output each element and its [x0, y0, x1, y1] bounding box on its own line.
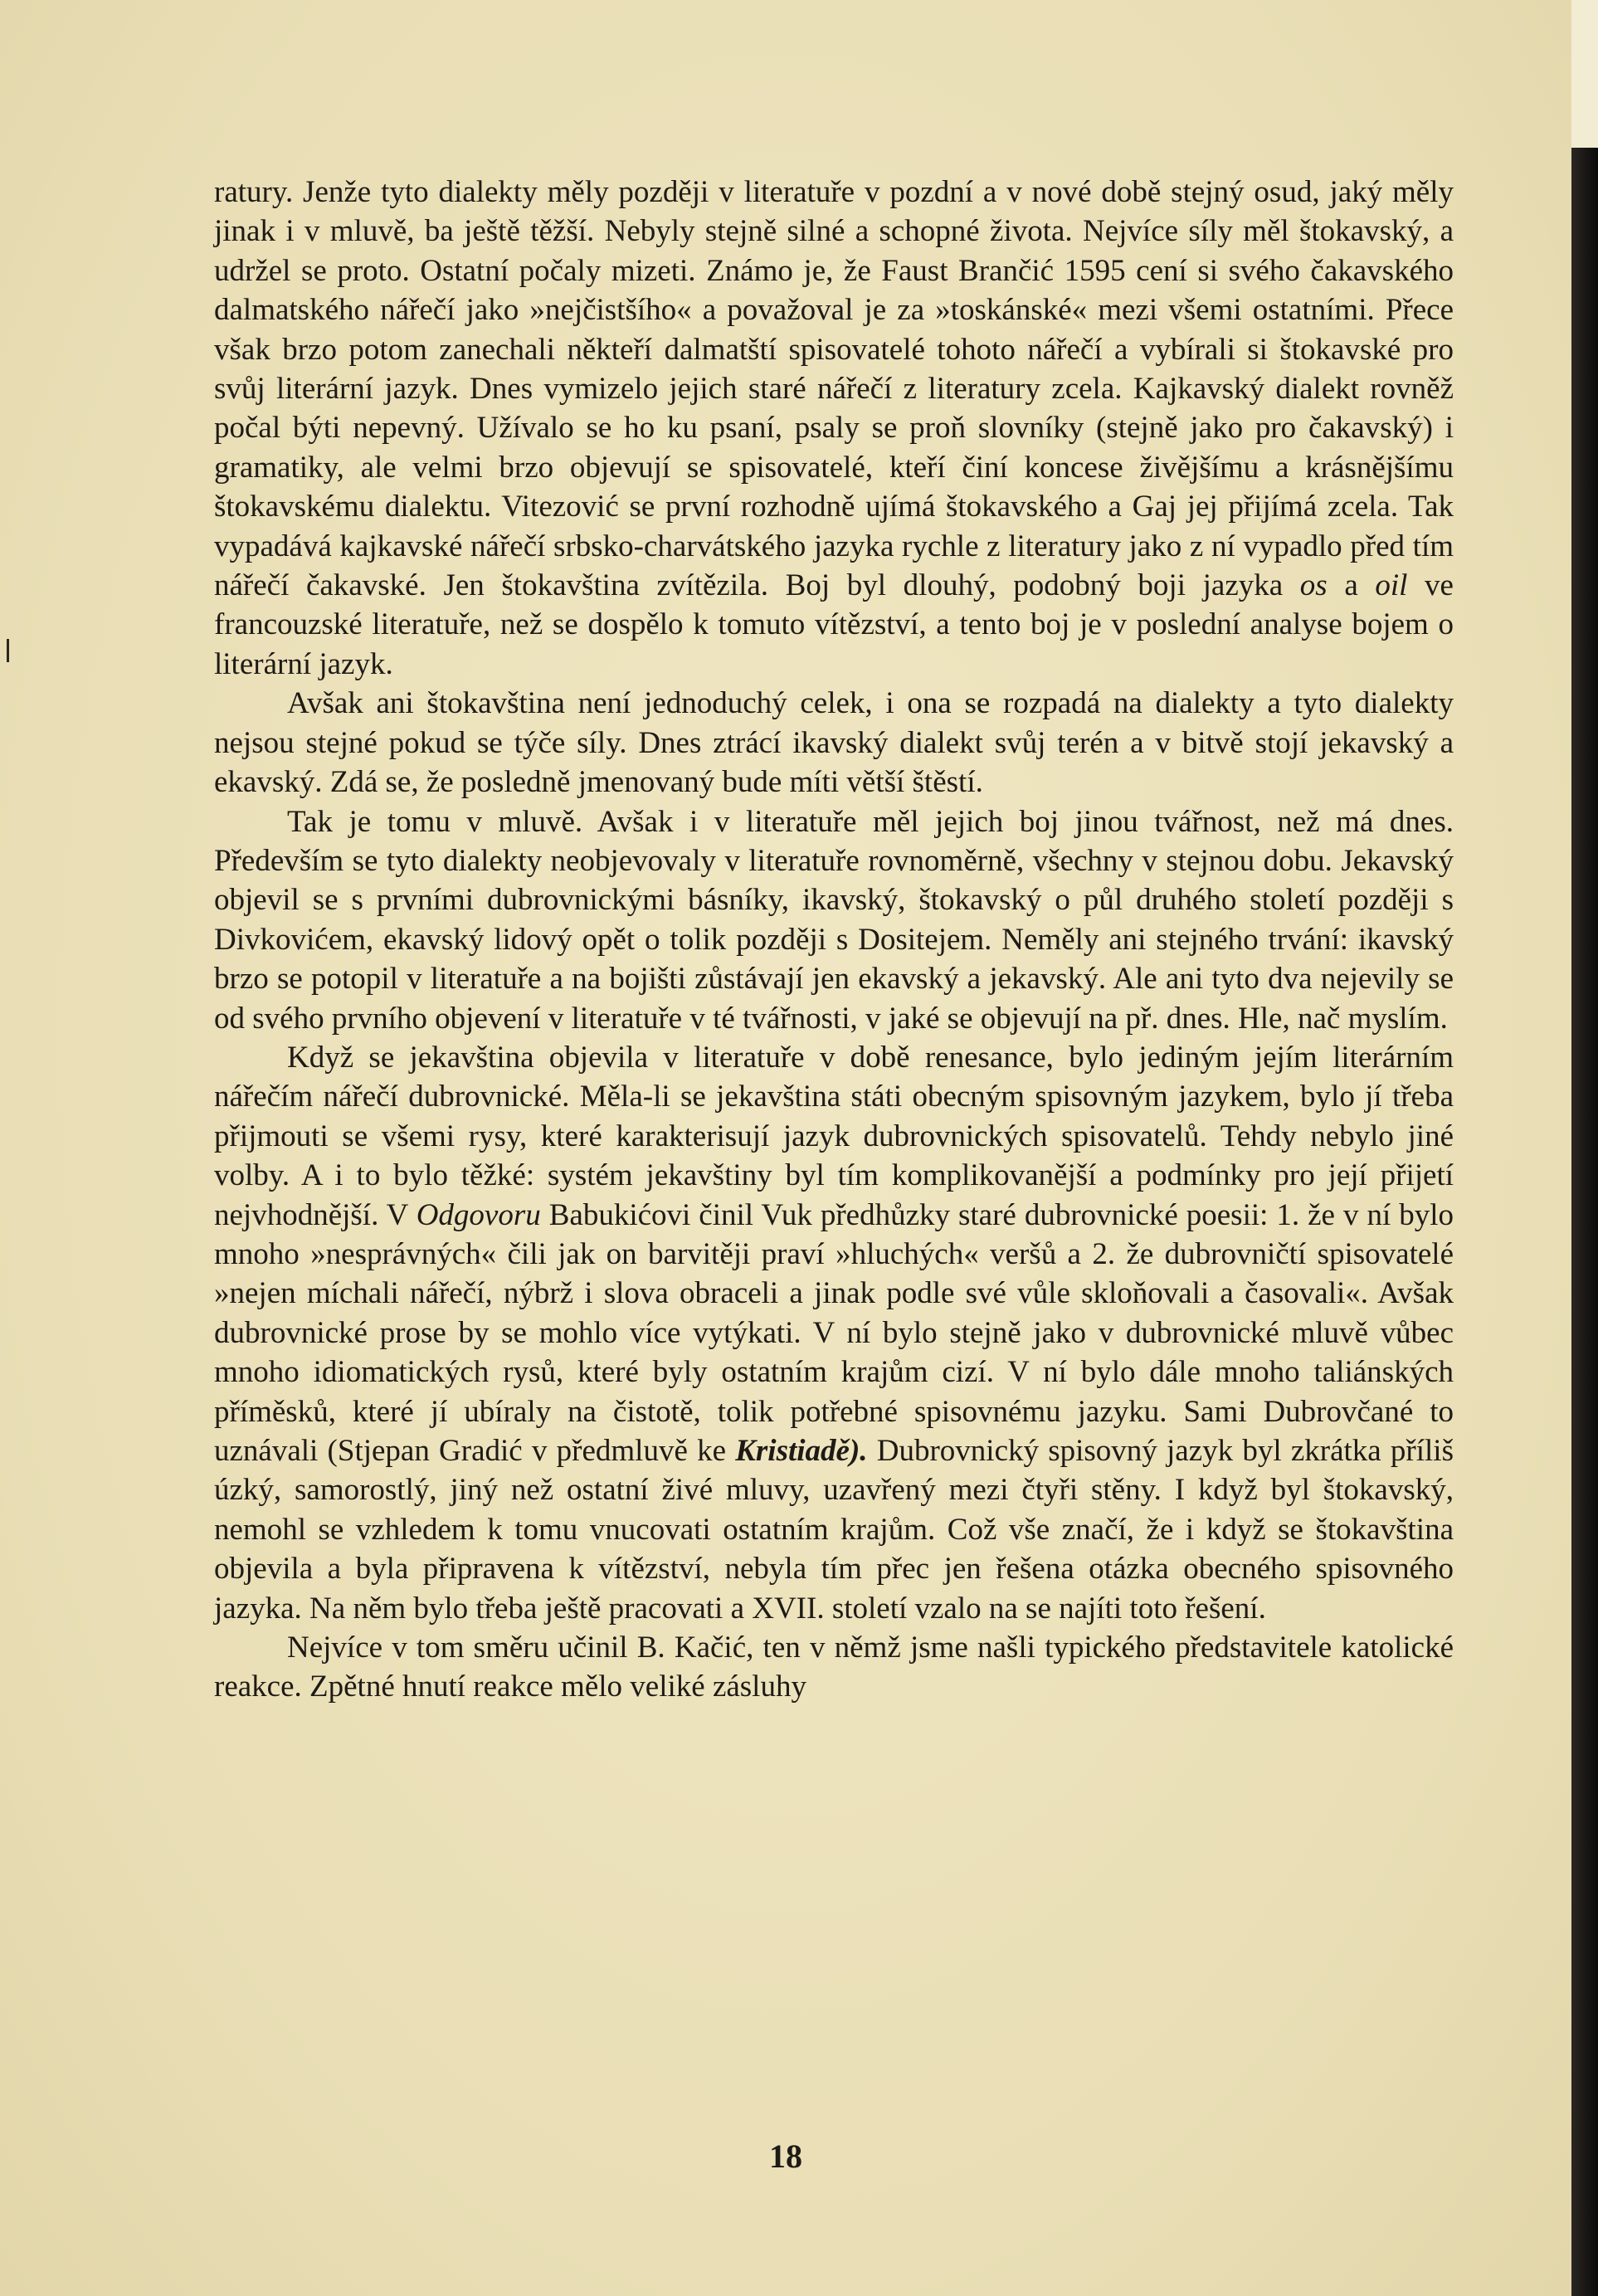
paragraph-2: Avšak ani štokavština není jednoduchý celek, i ona se rozpadá na dialekty a tyto dialekty nejsou stejné pokud se týče síly. Dnes ztrácí ikavský dialekt svůj terén a v bitvě stojí jekavský a ekavský. Zdá se, že posledně jmenovaný bude míti větší štěstí. [214, 686, 1454, 800]
scan-edge-band [1571, 0, 1598, 148]
paragraph-1-emphasis-oil: oil [1375, 568, 1408, 603]
paragraph-1-conjunction: a [1327, 568, 1376, 603]
paragraph-4-tail: Dubrovnický spisovný jazyk byl zkrátka příliš úzký, samorostlý, jiný než ostatní živé mluvy, uzavřený mezi čtyři stěny. I když byl štokavský, nemohl se vzhledem k tomu vnucovati ostatním krajům. Což vše značí, že i když se štokavština objevila a byla připravena k vítězství, nebyla tím přec jen řešena otázka obecného spisovného jazyka. Na něm bylo třeba ještě pracovati a XVII. století vzalo na se najíti toto řešení. [214, 1434, 1454, 1626]
paragraph-4-emphasis-odgovoru: Odgovoru [416, 1197, 541, 1232]
paragraph-4 [214, 1038, 1454, 1628]
scan-edge [1571, 0, 1598, 2296]
paragraph-3: Tak je tomu v mluvě. Avšak i v literatuře měl jejich boj jinou tvářnost, než má dnes. Především se tyto dialekty neobjevovaly v literatuře rovnoměrně, všechny v stejnou dobu. Jekavský objevil se s prvními dubrovnickými básníky, ikavský, štokavský o půl druhého století později s Divkovićem, ekavský lidový opět o tolik později s Dositejem. Neměly ani stejného trvání: ikavský brzo se potopil v literatuře a na bojišti zůstávají jen ekavský a jekavský. Ale ani tyto dva nejevily se od svého prvního objevení v literatuře v té tvářnosti, v jaké se objevují na př. dnes. Hle, nač myslím. [214, 804, 1454, 1036]
paragraph-4-middle: Babukićovi činil Vuk předhůzky staré dubrovnické poesii: 1. že v ní bylo mnoho »nesprávných« čili jak on barvitěji praví »hluchých« veršů a 2. že dubrovničtí spisovatelé »nejen míchali nářečí, nýbrž i slova obraceli a jinak podle své vůle skloňovali a časovali«. Avšak dubrovnické prose by se mohlo více vytýkati. V ní bylo stejně jako v dubrovnické mluvě vůbec mnoho idiomatických rysů, které byly ostatním krajům cizí. V ní bylo dále mnoho taliánských příměsků, které jí ubíraly na čistotě, tolik potřebné spisovnému jazyku. Sami Dubrovčané to uznávali (Stjepan Gradić v předmluvě ke [214, 1197, 1454, 1468]
paragraph-1-tail: ve francouzské literatuře, než se dospělo k tomuto vítězství, a tento boj je v poslední analyse bojem o literární jazyk. [214, 568, 1454, 681]
paragraph-1-emphasis-os: os [1299, 568, 1328, 603]
paragraph-1-text: ratury. Jenže tyto dialekty měly později v literatuře v pozdní a v nové době stejný osud, jaký měly jinak i v mluvě, ba ještě těžší. Nebyly stejně silné a schopné života. Nejvíce síly měl štokavský, a udržel se proto. Ostatní počaly mizeti. Známo je, že Faust Brančić 1595 cení si svého čakavského dalmatského nářečí jako »nejčistšího« a považoval je za »toskánské« mezi všemi ostatními. Přece však brzo potom zanechali někteří dalmatští spisovatelé tohoto nářečí a vybírali si štokavské pro svůj literární jazyk. Dnes vymizelo jejich staré nářečí z literatury zcela. Kajkavský dialekt rovněž počal býti nepevný. Užívalo se ho ku psaní, psaly se proň slovníky (stejně jako pro čakavský) i gramatiky, ale velmi brzo objevují se spisovatelé, kteří činí koncese živějšímu a krásnějšímu štokavskému dialektu. Vitezović se první rozhodně ujímá štokavského a Gaj jej přijímá zcela. Tak vypadává kajkavské nářečí srbsko-charvátského jazyka rychle z literatury jako z ní vypadlo před tím nářečí čakavské. Jen štokavština zvítězila. Boj byl dlouhý, podobný boji jazyka [214, 175, 1454, 603]
margin-mark [7, 639, 9, 662]
paragraph-4-text: Když se jekavština objevila v literatuře v době renesance, bylo jediným jejím literárním nářečím nářečí dubrovnické. Měla-li se jekavština státi obecným spisovným jazykem, bylo jí třeba přijmouti se všemi rysy, které karakterisují jazyk dubrovnických spisovatelů. Tehdy nebylo jiné volby. A i to bylo těžké: systém jekavštiny byl tím komplikovanější a podmínky pro její přijetí nejvhodnější. V [214, 1040, 1454, 1232]
body-text [214, 173, 1454, 1707]
paragraph-4-emphasis-kristiade: Kristiadě). [735, 1434, 868, 1468]
paragraph-5: Nejvíce v tom směru učinil B. Kačić, ten v němž jsme našli typického představitele katolické reakce. Zpětné hnutí reakce mělo veliké zásluhy [214, 1631, 1454, 1704]
paragraph-1 [214, 173, 1454, 684]
page-number: 18 [769, 2138, 802, 2175]
